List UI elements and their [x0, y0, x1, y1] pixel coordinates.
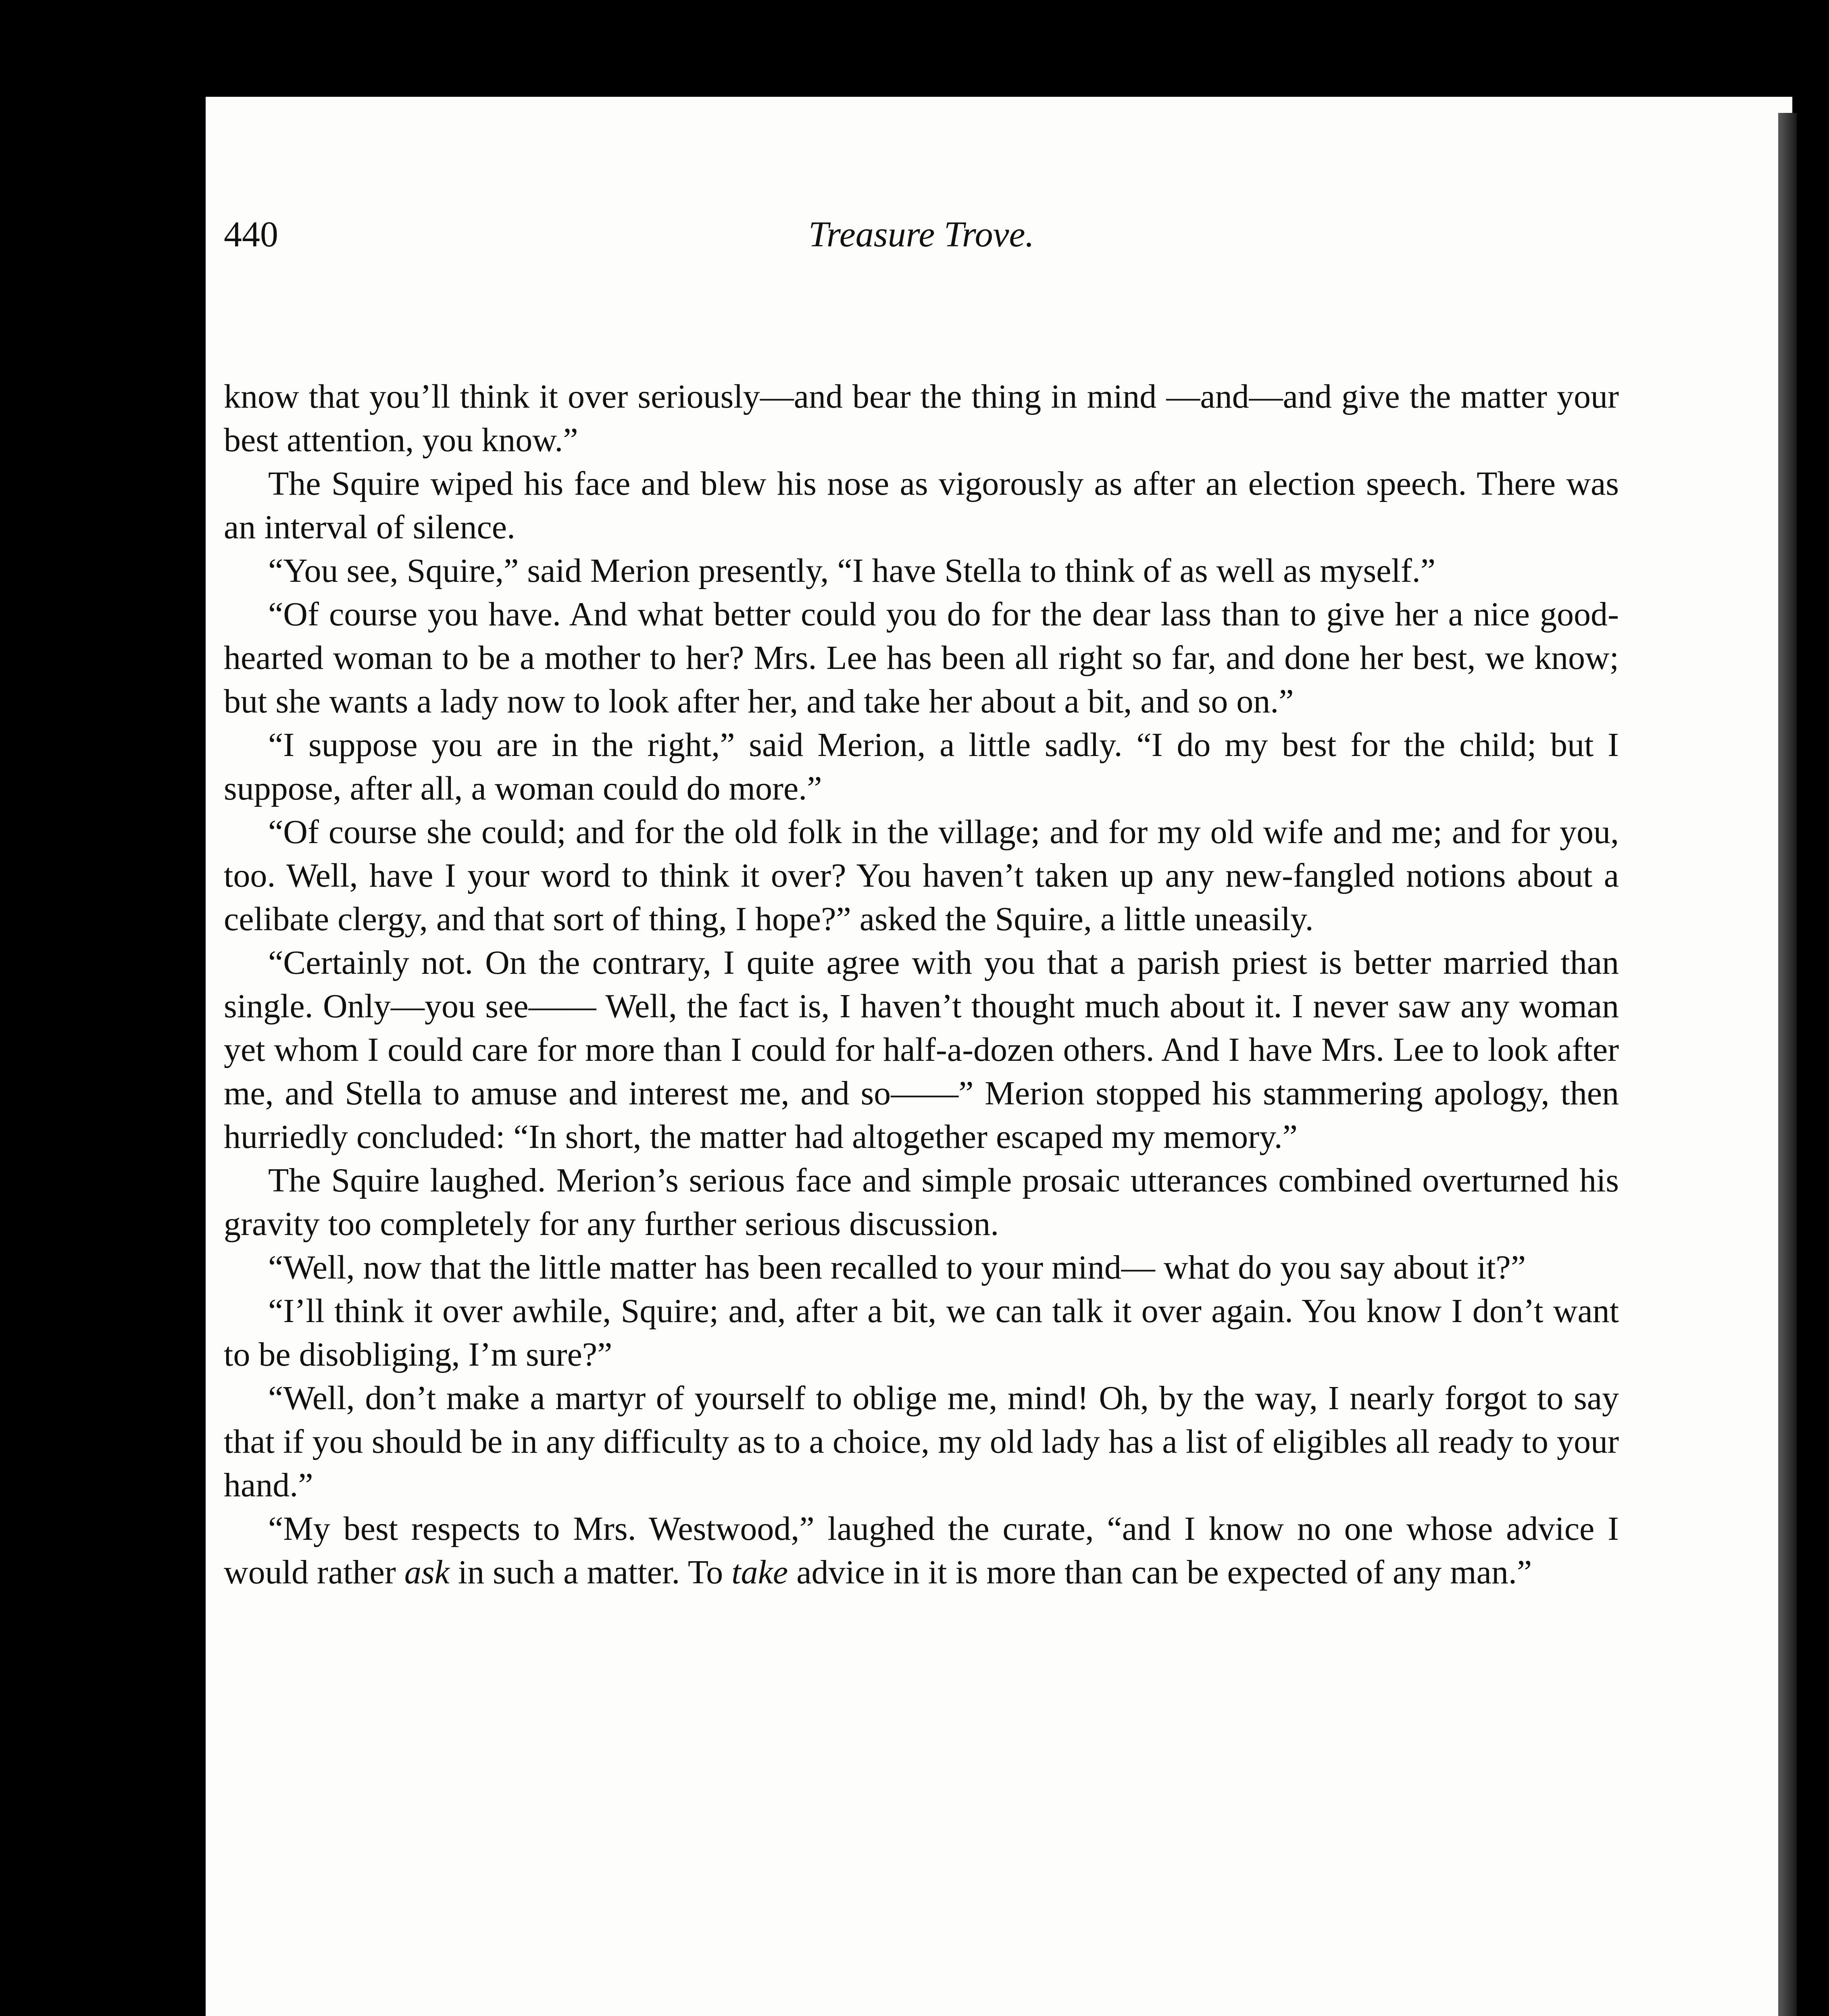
paragraph: “Well, now that the little matter has been recalled to your mind— what do you say about it?”: [268, 1249, 1526, 1286]
text-run: advice in it is more than can be expected of any man.”: [788, 1554, 1532, 1591]
text-run: “My best respects to Mrs. Westwood,” laughed the curate, “and I know no one whose advice I would rather: [224, 1510, 1619, 1591]
running-title: Treasure Trove.: [808, 215, 1035, 254]
paragraph: The Squire laughed. Merion’s serious face and simple prosaic utterances combined overturned his gravity too completely for any further serious discussion.: [224, 1162, 1619, 1243]
paragraph: “I’ll think it over awhile, Squire; and, after a bit, we can talk it over again. You know I don’t want to be disobliging, I’m sure?”: [224, 1292, 1619, 1373]
text-run: in such a matter. To: [449, 1554, 732, 1591]
page-edge: [1778, 113, 1797, 2016]
paragraph: “Of course you have. And what better could you do for the dear lass than to give her a nice good-hearted woman to be a mother to her? Mrs. Lee has been all right so far, and done her best, we know; but she wants a lady now to look after her, and take her about a bit, and so on.”: [224, 596, 1619, 720]
paragraph: [224, 1507, 1619, 1594]
paragraph: The Squire wiped his face and blew his nose as vigorously as after an election speech. There was an interval of silence.: [224, 465, 1619, 546]
paragraph: know that you’ll think it over seriously—and bear the thing in mind —and—and give the matter your best attention, you know.”: [224, 378, 1619, 459]
paragraph: “You see, Squire,” said Merion presently, “I have Stella to think of as well as myself.”: [268, 552, 1436, 589]
page-header: [224, 206, 1619, 262]
body-text: [224, 375, 1619, 1594]
paragraph: “I suppose you are in the right,” said Merion, a little sadly. “I do my best for the child; but I suppose, after all, a woman could do more.”: [224, 726, 1619, 807]
paragraph: “Well, don’t make a martyr of yourself to oblige me, mind! Oh, by the way, I nearly forgot to say that if you should be in any difficulty as to a choice, my old lady has a list of eligibles all ready to your hand.”: [224, 1379, 1619, 1504]
emphasis-ask: ask: [404, 1554, 450, 1591]
paragraph: “Certainly not. On the contrary, I quite agree with you that a parish priest is better married than single. Only—you see—— Well, the fact is, I haven’t thought much about it. I never saw any woman yet whom I could care for more than I could for half-a-dozen others. And I have Mrs. Lee to look after me, and Stella to amuse and interest me, and so——” Merion stopped his stammering apology, then hurriedly concluded: “In short, the matter had altogether escaped my memory.”: [224, 944, 1619, 1156]
emphasis-take: take: [731, 1554, 788, 1591]
paragraph: “Of course she could; and for the old folk in the village; and for my old wife and me; and for you, too. Well, have I your word to think it over? You haven’t taken up any new-fangled notions about a celibate clergy, and that sort of thing, I hope?” asked the Squire, a little uneasily.: [224, 813, 1619, 938]
page-number: 440: [224, 215, 278, 254]
